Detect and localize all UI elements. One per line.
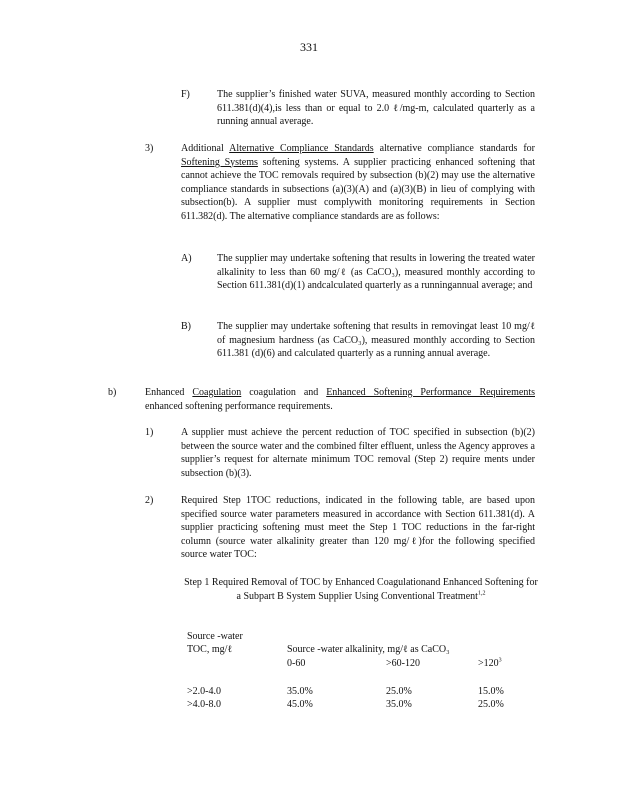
softening-systems-heading: Softening Systems [181,156,258,168]
table-cell: 15.0% [478,686,504,697]
enhanced-softening-heading: Enhanced Softening Performance Requirements [326,387,535,398]
item-3-label: 3) [145,143,154,154]
item-f-label: F) [181,89,190,100]
column-header: >60-120 [386,658,420,669]
column-header: $>120^3$ [478,657,502,669]
alternative-compliance-standards-heading: Alternative Compliance Standards [229,143,374,154]
table-row-toc: >2.0-4.0 [187,686,221,697]
item-b2-label: 2) [145,495,154,506]
table-cell: 35.0% [287,686,313,697]
item-f-text: The supplier’s finished water SUVA, measured monthly according to Section 611.381(d)(4),is less than or equal to 2.0 ℓ/mg-m, calculated quarterly as a running annual average. [217,89,535,127]
item-b1-label: 1) [145,427,154,438]
item-3-text: Additional Alternative Compliance Standards alternative compliance standards for Softening Systems softening systems. A supplier practicing enhanced softening that cannot achieve the TOC removals required by subsection (b)(2) may use the alternative compliance standards in subsections (a)(3)(A) and (a)(3)(B) in lieu of complying with subsection(b). A supplier must complywith monitoring requirements in Section 611.382(d). The alternative compliance standards are as follows: [181,143,535,222]
item-b2-text: Required Step 1TOC reductions, indicated in the following table, are based upon specified source water parameters measured in accordance with Section 611.381(d). A supplier practicing softening must meet the Step 1 TOC reductions in the far-right column (source water alkalinity greater than 120 mg/ℓ)for the following specified source water TOC: [181,495,535,560]
item-3b-text: The supplier may undertake softening that results in removingat least 10 mg/ℓ of magnesium hardness (as CaCO₃), measured monthly according to Section 611.381 (d)(6) and calculated quarterly as a running annual average. [217,321,535,359]
item-3a-label: A) [181,253,192,264]
item-3a-text: The supplier may undertake softening that results in lowering the treated water alkalinity to less than 60 mg/ℓ (as CaCO₃), measured monthly according to Section 611.381(d)(1) andcalculated quarterly as a runningannual average; and [217,253,535,291]
column-group-header: Source -water alkalinity, mg/ℓ as CaCO₃ [287,644,450,655]
table-cell: 45.0% [287,699,313,710]
item-b1-text: A supplier must achieve the percent reduction of TOC specified in subsection (b)(2) between the source water and the combined filter effluent, unless the Agency approves a supplier’s request for alternate minimum TOC removal (Step 2) require ments under subsection (b)(3). [181,427,535,479]
table-cell: 25.0% [478,699,504,710]
item-b-text: Enhanced Coagulation coagulation and Enhanced Softening Performance Requirements enhanced softening performance requirements. [145,387,535,412]
item-b-label: b) [108,387,117,398]
row-header-line2: TOC, mg/ℓ [187,644,233,655]
table-title: Step 1 Required Removal of TOC by Enhanced Coagulationand Enhanced Softening for a Subpart B System Supplier Using Conventional Treatment$^{1,2}$ [184,577,538,602]
enhanced-coagulation-heading: Coagulation [192,387,242,398]
page-number: 331 [300,40,318,54]
table-cell: 25.0% [386,686,412,697]
column-header: 0-60 [287,658,306,669]
row-header-line1: Source -water [187,631,243,642]
item-3b-label: B) [181,321,191,332]
table-row-toc: >4.0-8.0 [187,699,221,710]
table-cell: 35.0% [386,699,412,710]
